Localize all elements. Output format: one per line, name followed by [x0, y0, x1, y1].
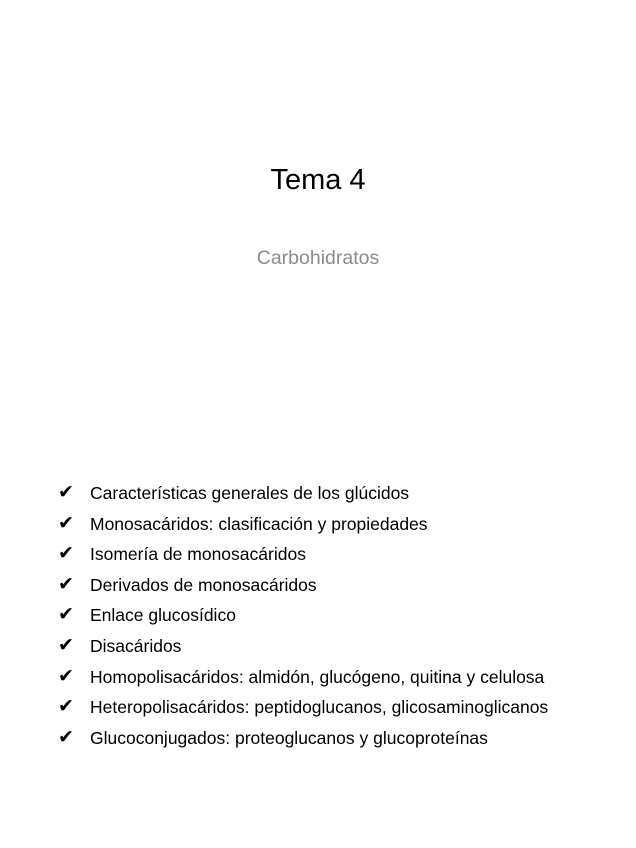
- topic-item: [58, 541, 578, 567]
- check-icon: ✔: [58, 573, 74, 595]
- topic-label: Isomería de monosacáridos: [90, 544, 306, 565]
- topic-label: Glucoconjugados: proteoglucanos y glucoproteínas: [90, 727, 488, 748]
- topic-item: [58, 511, 578, 537]
- topic-label: Derivados de monosacáridos: [90, 574, 317, 595]
- check-icon: ✔: [58, 634, 74, 656]
- topic-item: [58, 725, 578, 751]
- topic-item: [58, 664, 578, 690]
- topic-item: [58, 633, 578, 659]
- check-icon: ✔: [58, 696, 74, 718]
- topic-label: Monosacáridos: clasificación y propiedades: [90, 513, 428, 534]
- topic-item: [58, 480, 578, 506]
- check-icon: ✔: [58, 543, 74, 565]
- topic-label: Características generales de los glúcidos: [90, 483, 410, 503]
- slide-subtitle: Carbohidratos: [256, 247, 380, 269]
- topics-list: [58, 480, 578, 755]
- topic-label: Disacáridos: [90, 635, 182, 656]
- check-icon: ✔: [58, 726, 74, 748]
- topic-label: Enlace glucosídico: [90, 605, 236, 626]
- topic-item: [58, 572, 578, 598]
- topic-item: [58, 694, 578, 720]
- slide-title: Tema 4: [270, 164, 366, 196]
- check-icon: ✔: [58, 604, 74, 626]
- check-icon: ✔: [58, 665, 74, 687]
- topic-label: Heteropolisacáridos: peptidoglucanos, glicosaminoglicanos: [90, 697, 549, 718]
- check-icon: ✔: [58, 512, 74, 534]
- check-icon: ✔: [58, 482, 74, 503]
- topic-label: Homopolisacáridos: almidón, glucógeno, quitina y celulosa: [90, 666, 545, 687]
- topic-item: [58, 602, 578, 628]
